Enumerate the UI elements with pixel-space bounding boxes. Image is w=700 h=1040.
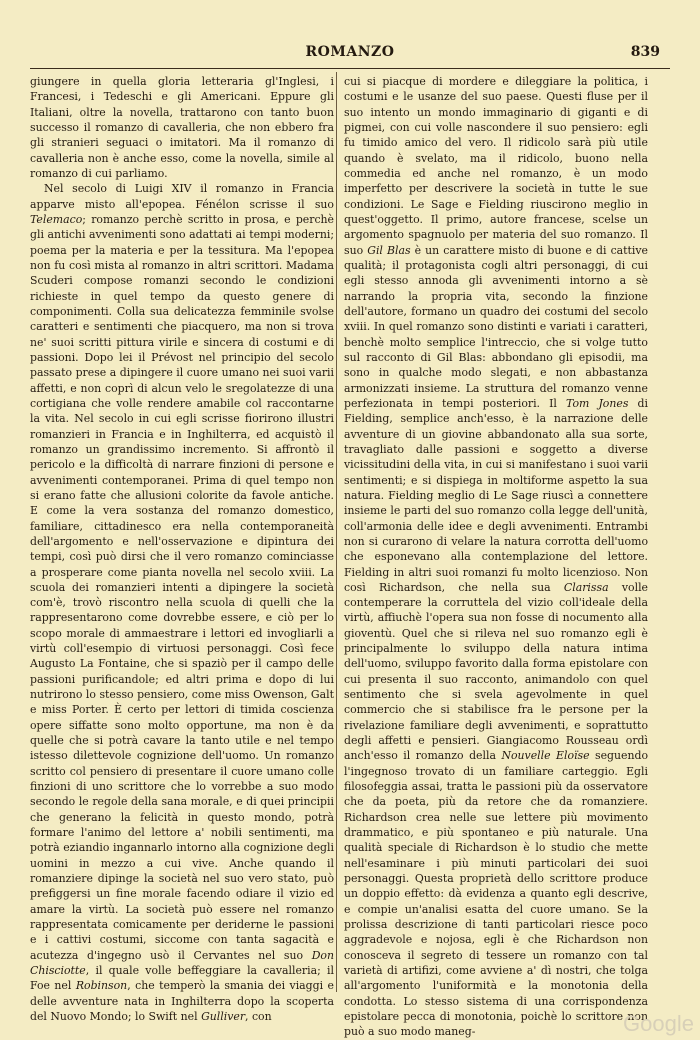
title-tom-jones: Tom Jones [566,396,629,410]
google-watermark: Google [623,1011,694,1036]
title-gulliver: Gulliver [201,1010,246,1024]
title-clarissa: Clarissa [563,580,609,594]
title-robinson: Robinson [75,979,128,993]
right-column [344,74,648,1040]
page-number: 839 [630,44,660,60]
paragraph-luigi-xiv: Nel secolo di Luigi XIV il romanzo in Francia apparve misto all'epopea. Fénélon scrisse il suo Telemaco; romanzo perchè scritto in prosa, e perchè gli antichi avvenimenti sono adattati ai tempi moderni; poema per la materia e per la tessitura. Ma l'epopea non fu così mista al romanzo in altri scrittori. Madama Scuderi compose romanzi secondo le condizioni richieste in quel tempo da questo genere di componimenti. Colla sua delicatezza femminile svolse caratteri e sentimenti che piacquero, ma non si trova ne' suoi scritti pittura virile e sincera di costumi e di passioni. Dopo lei il Prévost nel principio del secolo passato prese a dipingere il cuore umano nei suoi varii affetti, e non coprì di alcun velo le sregolatezze di una cortigiana che volle rendere amabile col raccontarne la vita. Nel secolo in cui egli scrisse fiorirono illustri romanzieri in Francia e in Inghilterra, ed acquistò il romanzo un grandissimo incremento. Si affrontò il pericolo e la difficoltà di narrare finzioni di persone e avvenimenti contemporanei. Prima di quel tempo non si erano fatte che allusioni colorite da favole antiche. E come la vera sostanza del romanzo domestico, familiare, cittadinesco era nella contemporaneità dell'argomento e nell'osservazione e dipintura dei tempi, così può dirsi che il vero romanzo cominciasse a prosperare come pianta novella nel secolo xviii. La scuola dei romanzieri intenti a dipingere la società com'è, trovò riscontro nella scuola di quelli che la rappresentarono come dovrebbe essere, e ciò per lo scopo morale di ammaestrare i lettori ed invogliarli a virtù coll'esempio di virtuosi personaggi. Così fece Augusto La Fontaine, che si spaziò per il campo delle passioni purificandole; ed altri prima e dopo di lui nutrirono lo stesso pensiero, come miss Owenson, Galt e miss Porter. È certo per lettori di timida coscienza opere siffatte sono molto opportune, ma non è da quelle che si potrà cavare la tanto utile e nel tempo istesso dilettevole cognizione dell'uomo. Un romanzo scritto col pensiero di presentare il cuore umano colle finzioni di uno scrittore che lo vorrebbe a suo modo secondo le regole della sana morale, e di quei principii che generano la felicità in questo mondo, potrà formare l'animo del lettore a' nobili sentimenti, ma potrà eziandio ingannarlo intorno alla cognizione degli uomini in mezzo a cui vive. Anche quando il romanziere dipinge la società nel suo vero stato, può prefiggersi un fine morale facendo odiare il vizio ed amare la virtù. La società può essere nel romanzo rappresentata comicamente per deriderne le passioni e i cattivi costumi, siccome con tanta sagacità e acutezza d'ingegno usò il Cervantes nel suo Don Chisciotte, il quale volle beffeggiare la cavalleria; il Foe nel Robinson, che temperò la smania dei viaggi e delle avventure nata in Inghilterra dopo la scoperta del Nuovo Mondo; lo Swift nel Gulliver, con [30,182,334,1024]
header-rule [30,68,670,69]
title-gil-blas: Gil Blas [367,243,411,257]
paragraph-right-continuation: cui si piacque di mordere e dileggiare la politica, i costumi e le usanze del suo paese. Questi fluse per il suo intento un mondo immaginario di giganti e di pigmei, con cui volle nascondere il suo pensiero: egli fu timido amico del vero. Il ridicolo sarà più utile quando è svelato, ma il ridicolo, buono nella commedia ed anche nel romanzo, è un modo imperfetto per descrivere la società in tutte le sue condizioni. Le Sage e Fielding riuscirono meglio in quest'oggetto. Il primo, autore francese, scelse un argomento spagnuolo per materia del suo romanzo. Il suo Gil Blas è un carattere misto di buone e di cattive qualità; il protagonista cogli altri personaggi, di cui egli stesso annoda gli avvenimenti intorno a sè narrando la propria vita, secondo la finzione dell'autore, formano un quadro dei costumi del secolo xviii. In quel romanzo sono distinti e variati i caratteri, benchè molto semplice l'intreccio, che si volge tutto sul racconto di Gil Blas: abbondano gli episodii, ma sono in qualche modo slegati, e non abbastanza armonizzati insieme. La struttura del romanzo venne perfezionata in tempi posteriori. Il Tom Jones di Fielding, semplice anch'esso, è la narrazione delle avventure di un giovine abbandonato alla sua sorte, travagliato dalle passioni e soggetto a diverse vicissitudini della vita, in cui si manifestano i suoi varii sentimenti; e si dispiega in moltiforme aspetto la sua natura. Fielding meglio di Le Sage riuscì a connettere insieme le parti del suo romanzo colla legge dell'unità, coll'armonia delle idee e degli avvenimenti. Entrambi non si curarono di velare la natura corrotta dell'uomo che esponevano alla contemplazione del lettore. Fielding in altri suoi romanzi fu molto licenzioso. Non così Richardson, che nella sua Clarissa volle contemperare la corruttela del vizio coll'ideale della virtù, affiuchè l'opera sua non fosse di nocumento alla gioventù. Quel che si rileva nel suo romanzo egli è principalmente lo sviluppo della natura intima dell'uomo, sviluppo favorito dalla forma epistolare con cui presenta il suo racconto, animandolo con quel sentimento che si svela agevolmente in quel commercio che si stabilisce fra le persone per la rivelazione familiare degli avvenimenti, e soprattutto degli affetti e pensieri. Giangiacomo Rousseau ordì anch'esso il romanzo della Nouvelle Eloïse seguendo l'ingegnoso trovato di un familiare carteggio. Egli filosofeggia assai, tratta le passioni più da osservatore che da poeta, più da retore che da romanziere. Richardson crea nelle sue lettere più movimento drammatico, e più spontaneo e più naturale. Una qualità speciale di Richardson è lo studio che mette nell'esaminare i più minuti particolari dei suoi personaggi. Questa proprietà dello scrittore produce un doppio effetto: dà evidenza a quanto egli descrive, e compie un'analisi esatta del cuore umano. Se la prolissa descrizione di tanti particolari riesce poco aggradevole e nojosa, egli è che Richardson non conosceva il segreto di tessere un romanzo con tal varietà di artifizi, come avviene a' dì nostri, che tolga all'argomento l'uniformità e la monotonia della condotta. Lo stesso sistema di una corrispondenza epistolare pecca di monotonia, poichè lo scrittore non può a suo modo maneg- [344,75,649,1039]
left-column [30,74,334,1024]
page-header [0,0,700,70]
paragraph-continuation: giungere in quella gloria letteraria gl'Inglesi, i Francesi, i Tedeschi e gli Americani. Eppure gli Italiani, oltre la novella, trattarono con tanto buon successo il romanzo di cavalleria, che non ebbero fra gli stranieri seguaci o imitatori. Ma il romanzo di cavalleria non è anche esso, come la novella, simile al romanzo di cui parliamo. [30,75,334,180]
title-don-chisciotte: Don Chisciotte [30,948,334,978]
title-nouvelle-eloise: Nouvelle Eloïse [501,749,590,763]
column-divider [336,72,337,992]
title-telemaco: Telemaco [30,212,83,226]
running-title: ROMANZO [305,44,395,60]
